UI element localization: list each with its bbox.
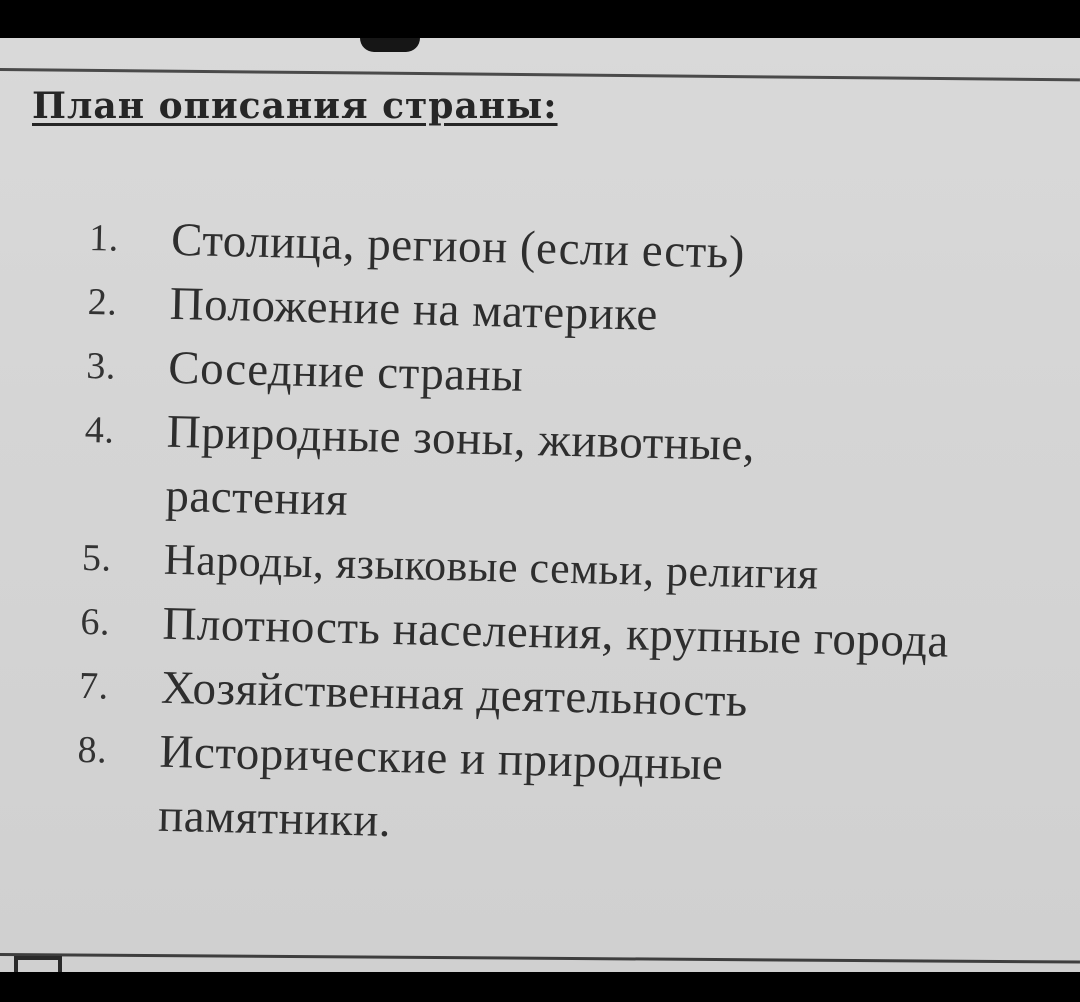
list-item-number: 5. — [81, 536, 112, 580]
country-description-plan-list — [75, 206, 1059, 868]
bottom-divider-line — [0, 953, 1080, 964]
list-item-number: 7. — [78, 664, 110, 708]
list-item-text: Народы, языковые семьи, религия — [163, 534, 820, 599]
page-title: План описания страны: — [32, 85, 558, 127]
list-item-number: 2. — [87, 280, 118, 324]
list-item-number: 3. — [85, 344, 117, 388]
list-item-text: Плотность населения, крупные города — [161, 597, 950, 668]
list-item-text: Хозяйственная деятельность — [160, 661, 749, 728]
list-item-number: 8. — [77, 728, 108, 772]
list-item-number: 1. — [88, 216, 120, 260]
list-item-text: Столица, регион (если есть) — [170, 213, 746, 279]
list-item-text: Положение на материке — [169, 277, 659, 341]
cut-off-letter-fragment — [14, 956, 62, 972]
list-item — [75, 718, 1048, 868]
list-item — [83, 398, 1056, 548]
marker-smudge — [360, 38, 420, 52]
list-item-number: 4. — [84, 408, 115, 452]
list-item-text: Соседние страны — [167, 341, 524, 402]
list-item-text: Природные зоны, животные, растения — [164, 405, 756, 526]
list-item-number: 6. — [80, 600, 111, 644]
paper-sheet — [0, 38, 1080, 972]
list-item-text: Исторические и природные памятники. — [157, 725, 724, 847]
top-divider-line — [0, 68, 1080, 81]
